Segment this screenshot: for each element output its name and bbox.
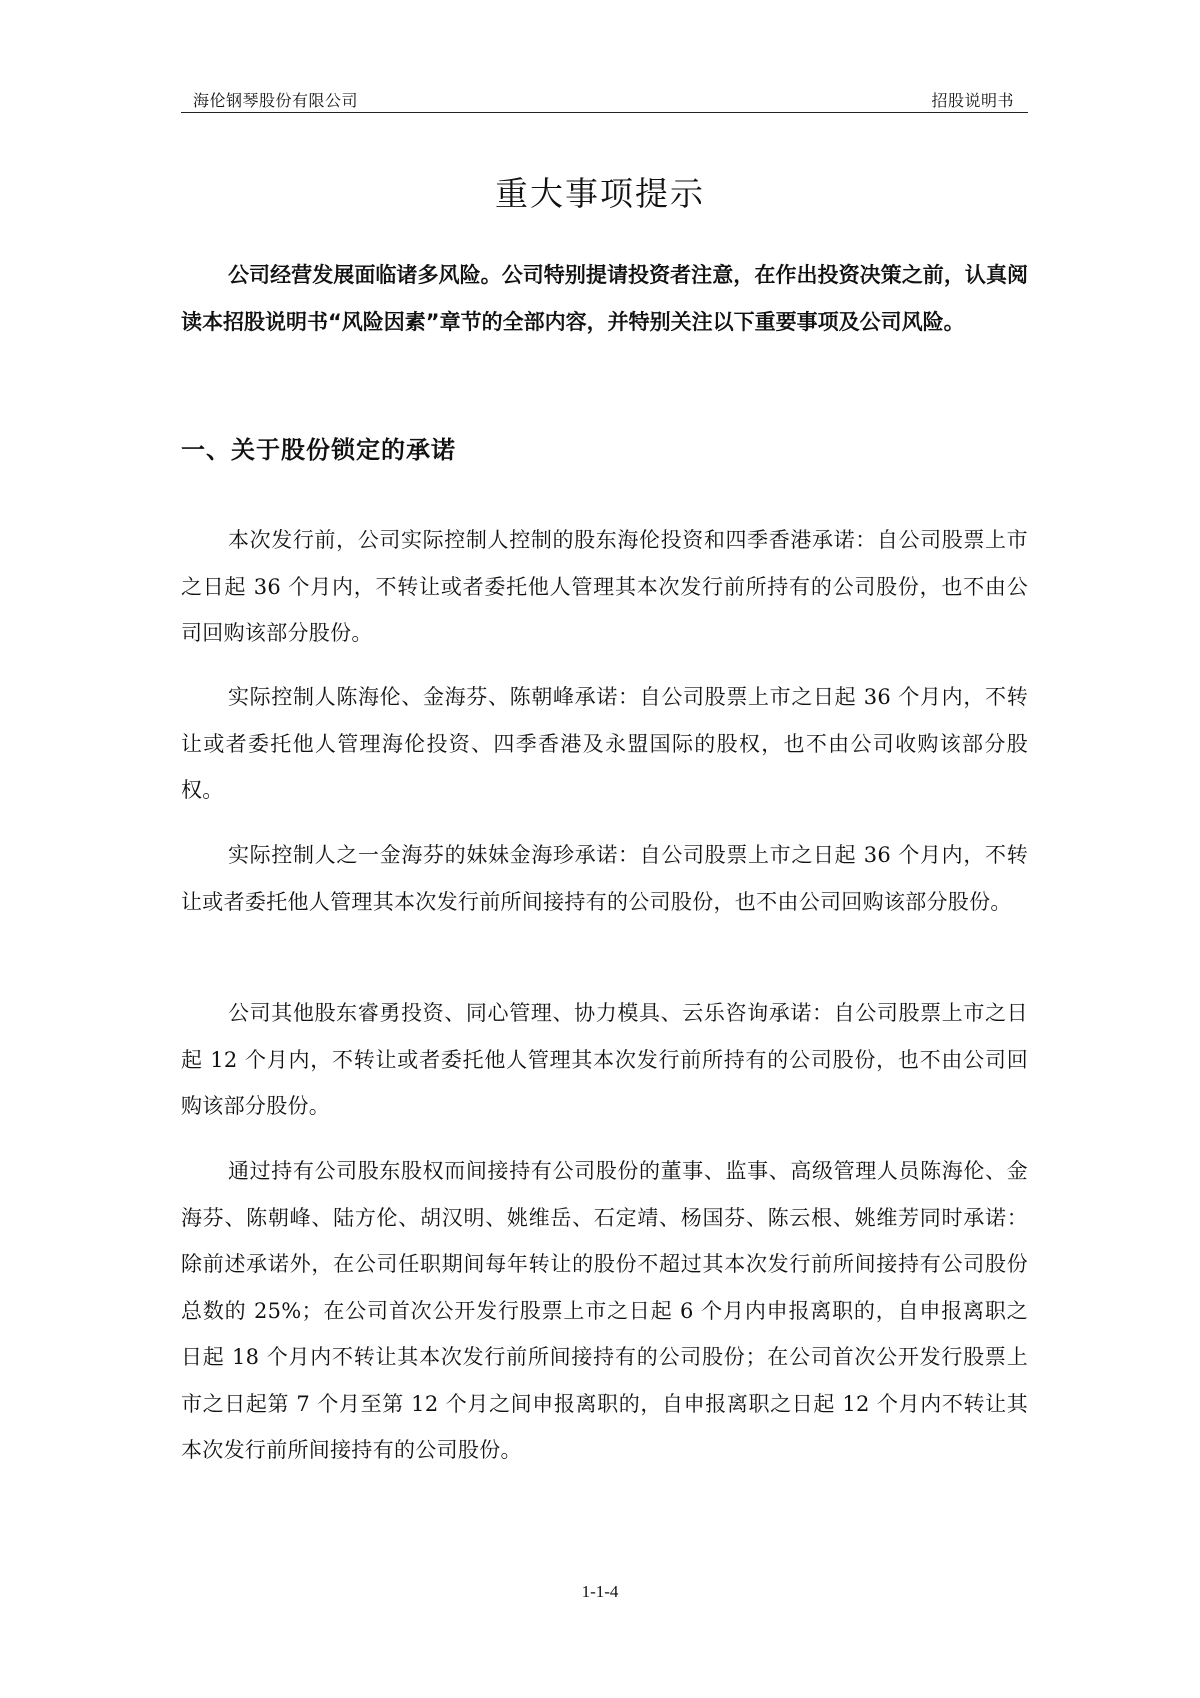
page-header	[181, 82, 1028, 113]
paragraph-3: 实际控制人之一金海芬的妹妹金海珍承诺：自公司股票上市之日起 36 个月内，不转让或者委托他人管理其本次发行前所间接持有的公司股份，也不由公司回购该部分股份。	[181, 843, 1028, 914]
page-title: 重大事项提示	[495, 174, 705, 213]
paragraph-5: 通过持有公司股东股权而间接持有公司股份的董事、监事、高级管理人员陈海伦、金海芬、陈朝峰、陆方伦、胡汉明、姚维岳、石定靖、杨国芬、陈云根、姚维芳同时承诺：除前述承诺外，在公司任职期间每年转让的股份不超过其本次发行前所间接持有公司股份总数的 25%；在公司首次公开发行股票上市之日起 6 个月内申报离职的，自申报离职之日起 18 个月内不转让其本次发行前所间接持有的公司股份；在公司首次公开发行股票上市之日起第 7 个月至第 12 个月之间申报离职的，自申报离职之日起 12 个月内不转让其本次发行前所间接持有的公司股份。	[181, 1159, 1028, 1462]
header-document-type: 招股说明书	[931, 91, 1014, 110]
header-company-name: 海伦钢琴股份有限公司	[193, 91, 359, 110]
paragraph-1: 本次发行前，公司实际控制人控制的股东海伦投资和四季香港承诺：自公司股票上市之日起 36 个月内，不转让或者委托他人管理其本次发行前所持有的公司股份，也不由公司回购该部分股份。	[181, 528, 1028, 645]
section-heading: 一、关于股份锁定的承诺	[181, 436, 456, 464]
page-number: 1-1-4	[581, 1582, 619, 1601]
paragraph-4: 公司其他股东睿勇投资、同心管理、协力模具、云乐咨询承诺：自公司股票上市之日起 12 个月内，不转让或者委托他人管理其本次发行前所持有的公司股份，也不由公司回购该部分股份。	[181, 1001, 1028, 1118]
intro-notice: 公司经营发展面临诸多风险。公司特别提请投资者注意，在作出投资决策之前，认真阅读本招股说明书“风险因素”章节的全部内容，并特别关注以下重要事项及公司风险。	[181, 263, 1028, 334]
paragraph-2: 实际控制人陈海伦、金海芬、陈朝峰承诺：自公司股票上市之日起 36 个月内，不转让或者委托他人管理海伦投资、四季香港及永盟国际的股权，也不由公司收购该部分股权。	[181, 685, 1028, 802]
